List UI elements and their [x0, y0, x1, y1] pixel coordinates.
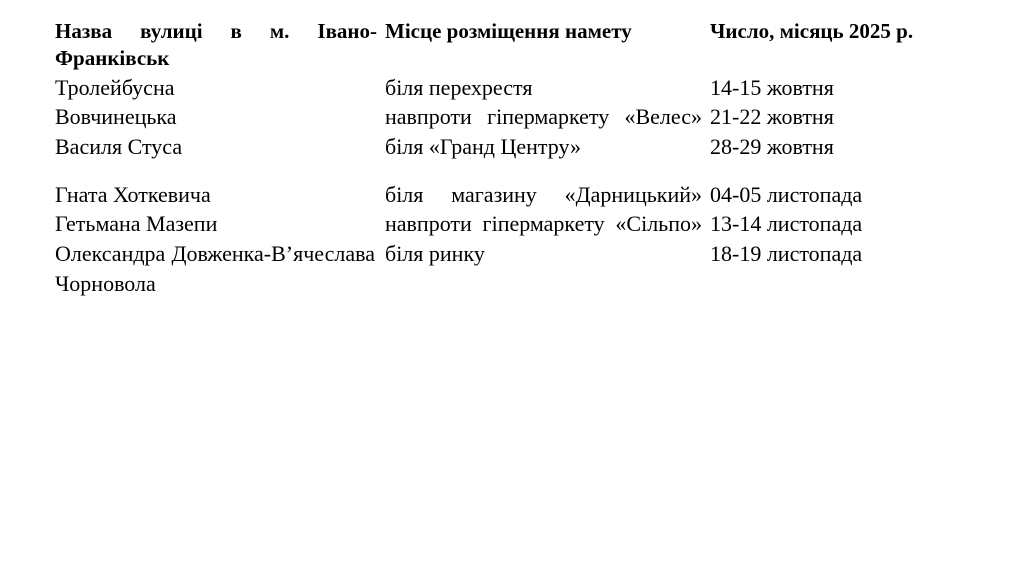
schedule-table: [55, 18, 969, 298]
cell-street: Василя Стуса: [55, 133, 183, 159]
cell-dates: 13-14 листопада: [710, 211, 863, 237]
cell-street: Тролейбусна: [55, 74, 175, 100]
table-row: [55, 180, 969, 210]
cell-place: навпроти гіпермаркету «Велес»: [385, 104, 702, 130]
column-header-place: Місце розміщення намету: [385, 19, 632, 43]
cell-place: навпроти гіпермаркету «Сільпо»: [385, 211, 702, 237]
cell-dates: 14-15 жовтня: [710, 74, 834, 100]
cell-street: Гетьмана Мазепи: [55, 211, 218, 237]
cell-place: біля перехрестя: [385, 74, 533, 100]
table-header: [55, 18, 969, 73]
cell-dates: 28-29 жовтня: [710, 133, 834, 159]
table-row: [55, 239, 969, 298]
cell-dates: 04-05 листопада: [710, 181, 863, 207]
table-row: [55, 132, 969, 180]
table-row: [55, 209, 969, 239]
cell-street: Гната Хоткевича: [55, 181, 211, 207]
table-row: [55, 73, 969, 103]
table-row: [55, 102, 969, 132]
cell-street: Олександра Довженка-В’ячеслава Чорновола: [55, 241, 375, 296]
table-body: [55, 73, 969, 299]
table-header-row: [55, 18, 969, 73]
cell-place: біля магазину «Дарницький»: [385, 181, 702, 207]
column-header-date: Число, місяць 2025 р.: [710, 19, 914, 43]
cell-place: біля «Гранд Центру»: [385, 133, 582, 159]
cell-street: Вовчинецька: [55, 104, 177, 130]
cell-dates: 18-19 листопада: [710, 241, 863, 267]
column-header-street: Назва вулиці в м. Івано-Франківськ: [55, 19, 377, 71]
cell-dates: 21-22 жовтня: [710, 104, 834, 130]
cell-place: біля ринку: [385, 241, 485, 267]
